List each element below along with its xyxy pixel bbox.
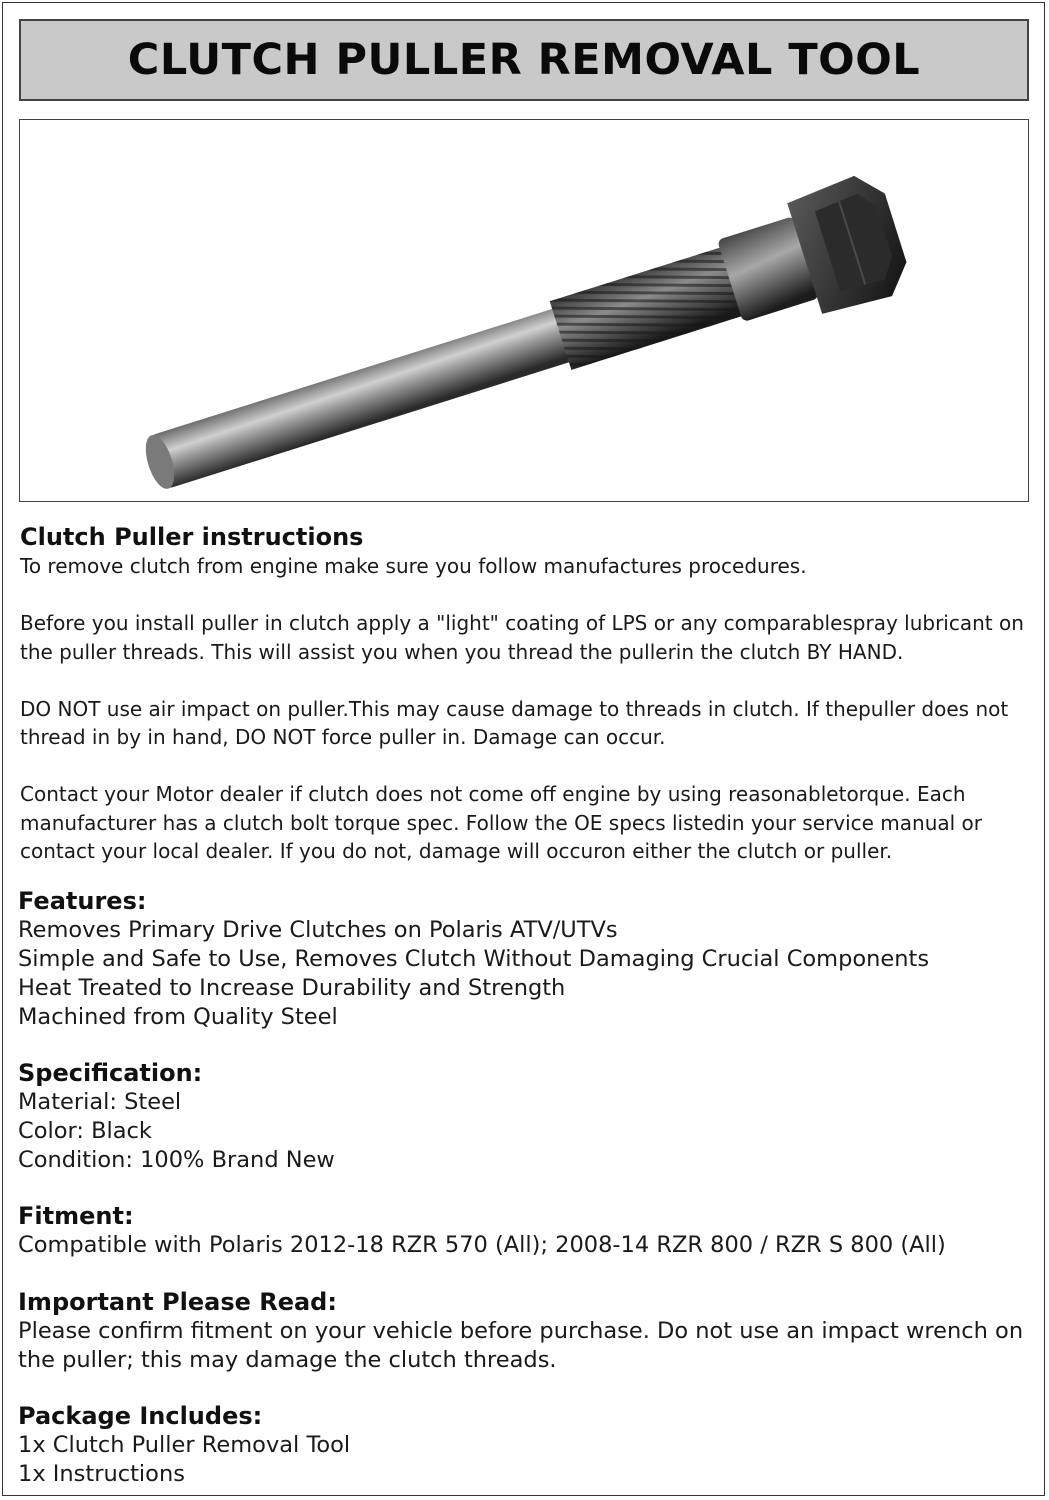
instruction-paragraph: To remove clutch from engine make sure you follow manufactures procedures. bbox=[20, 554, 807, 578]
fitment-text: Compatible with Polaris 2012-18 RZR 570 (All); 2008-14 RZR 800 / RZR S 800 (All) bbox=[18, 1232, 946, 1258]
feature-item: Machined from Quality Steel bbox=[18, 1004, 338, 1030]
title-banner bbox=[19, 19, 1029, 101]
clutch-puller-illustration bbox=[20, 120, 1027, 500]
important-text: Please confirm fitment on your vehicle before purchase. Do not use an impact wrench on the puller; this may damage the clutch threads. bbox=[18, 1318, 1024, 1373]
features-list bbox=[18, 916, 1040, 1032]
important-section bbox=[18, 1287, 1028, 1375]
specification-section bbox=[18, 1058, 1040, 1175]
specification-list bbox=[18, 1088, 1040, 1175]
fitment-heading: Fitment: bbox=[18, 1202, 134, 1230]
feature-item: Simple and Safe to Use, Removes Clutch Without Damaging Crucial Components bbox=[18, 946, 930, 972]
specification-heading: Specification: bbox=[18, 1059, 203, 1087]
spec-item: Color: Black bbox=[18, 1118, 152, 1144]
package-section bbox=[18, 1401, 1040, 1489]
package-item: 1x Instructions bbox=[18, 1461, 185, 1487]
product-image bbox=[19, 119, 1029, 502]
package-heading: Package Includes: bbox=[18, 1402, 263, 1430]
instruction-paragraph: Contact your Motor dealer if clutch does not come off engine by using reasonabletorque. Each manufacturer has a clutch bolt torque spec. Follow the OE specs listedin your service manual or contact your local dealer. If you do not, damage will occuron either the clutch or puller. bbox=[20, 782, 983, 863]
package-list bbox=[18, 1431, 1040, 1489]
features-heading: Features: bbox=[18, 887, 147, 915]
spec-item: Condition: 100% Brand New bbox=[18, 1147, 335, 1173]
instructions-heading: Clutch Puller instructions bbox=[20, 523, 364, 551]
feature-item: Heat Treated to Increase Durability and Strength bbox=[18, 975, 566, 1001]
package-item: 1x Clutch Puller Removal Tool bbox=[18, 1432, 351, 1458]
feature-item: Removes Primary Drive Clutches on Polaris ATV/UTVs bbox=[18, 917, 618, 943]
fitment-section bbox=[18, 1201, 1040, 1260]
instructions-section bbox=[20, 522, 1042, 866]
features-section bbox=[18, 886, 1040, 1032]
page-title: CLUTCH PULLER REMOVAL TOOL bbox=[127, 35, 921, 85]
instruction-paragraph: Before you install puller in clutch apply a "light" coating of LPS or any comparablespray lubricant on the puller threads. This will assist you when you thread the pullerin the clutch BY HAND. bbox=[20, 611, 1024, 664]
important-heading: Important Please Read: bbox=[18, 1288, 337, 1316]
instruction-paragraph: DO NOT use air impact on puller.This may cause damage to threads in clutch. If thepuller does not thread in by in hand, DO NOT force puller in. Damage can occur. bbox=[20, 696, 1009, 749]
spec-item: Material: Steel bbox=[18, 1089, 182, 1115]
